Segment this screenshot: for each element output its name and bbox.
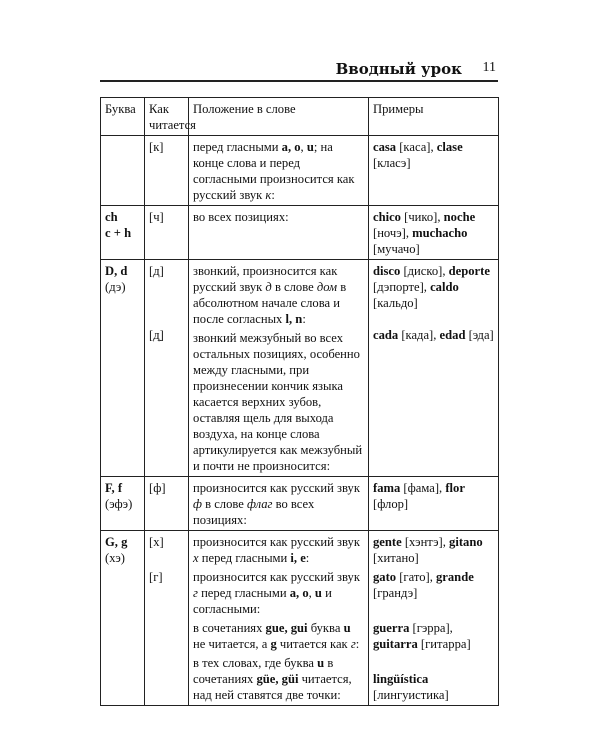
sound-value: [ч] <box>149 210 164 224</box>
letter-sub: c + h <box>105 226 132 240</box>
sound-cell <box>145 206 189 260</box>
letter-cell <box>101 206 145 260</box>
examples-cell <box>369 136 499 206</box>
letter-sub: (хэ) <box>105 551 125 565</box>
position-text: произносится как русский звук ф в слове флаг во всех позициях: <box>193 481 360 527</box>
page-number: 11 <box>482 60 496 75</box>
example-text: cada [када], edad [эда] <box>373 328 494 342</box>
page-header <box>100 58 498 82</box>
examples-cell <box>369 260 499 477</box>
letter-sub: (эфэ) <box>105 497 133 511</box>
examples-cell <box>369 531 499 706</box>
position-text: в сочетаниях gue, gui буква u не читается, а g читается как г: <box>193 621 360 651</box>
sound-cell <box>145 260 189 477</box>
column-header-letter: Буква <box>101 98 145 136</box>
position-text: звонкий, произносится как русский звук д в слове дом в абсолютном начале слова и после согласных l, n: <box>193 264 347 326</box>
sound-value: [к] <box>149 140 164 154</box>
table-row <box>101 260 499 477</box>
examples-cell <box>369 477 499 531</box>
letter-name: G, g <box>105 535 128 549</box>
position-text: произносится как русский звук г перед гласными a, o, u и согласными: <box>193 570 360 616</box>
table-row <box>101 206 499 260</box>
table-row <box>101 531 499 706</box>
sound-cell <box>145 136 189 206</box>
position-cell <box>189 206 369 260</box>
position-text: в тех словах, где буква u в сочетаниях güe, güi читается, над ней ставятся две точки: <box>193 656 352 702</box>
letter-cell <box>101 477 145 531</box>
pronunciation-table <box>100 97 499 706</box>
position-text: звонкий межзубный во всех остальных позициях, особенно между гласными, при произнесении кончик языка касается верхних зубов, оставляя щель для выхода воздуха, на конце слова артикулируется как межзубный и почти не произносится: <box>193 331 363 473</box>
example-text: fama [фама], flor [флор] <box>373 481 465 511</box>
example-text: lingüística [лингуистика] <box>373 672 449 702</box>
example-text: casa [каса], clase [класэ] <box>373 140 463 170</box>
position-text: перед гласными a, o, u; на конце слова и перед согласными произносится как русский звук к: <box>193 140 355 202</box>
column-header-examples: Примеры <box>369 98 499 136</box>
section-title: Вводный урок <box>335 60 462 78</box>
sound-value: [д̱] <box>149 328 164 342</box>
position-cell <box>189 260 369 477</box>
letter-name: D, d <box>105 264 128 278</box>
sound-cell <box>145 531 189 706</box>
table-header-row <box>101 98 499 136</box>
example-text: disco [диско], deporte [дэпорте], caldo [кальдо] <box>373 264 490 310</box>
sound-value: [ф] <box>149 481 166 495</box>
examples-cell <box>369 206 499 260</box>
sound-value: [г] <box>149 570 163 584</box>
sound-value: [д] <box>149 264 164 278</box>
letter-sub: (дэ) <box>105 280 126 294</box>
letter-cell <box>101 136 145 206</box>
position-text: во всех позициях: <box>193 210 289 224</box>
example-text: gato [гато], grande [грандэ] <box>373 570 474 600</box>
table-row <box>101 477 499 531</box>
position-cell <box>189 531 369 706</box>
sound-cell <box>145 477 189 531</box>
sound-value: [х] <box>149 535 164 549</box>
table-row <box>101 136 499 206</box>
position-text: произносится как русский звук х перед гласными i, e: <box>193 535 360 565</box>
letter-cell <box>101 531 145 706</box>
letter-name: F, f <box>105 481 123 495</box>
example-text: chico [чико], noche [ночэ], muchacho [мучачо] <box>373 210 476 256</box>
column-header-sound: Как читается <box>145 98 189 136</box>
column-header-position: Положение в слове <box>189 98 369 136</box>
example-text: guerra [гэрра], guitarra [гитарра] <box>373 621 471 651</box>
letter-name: ch <box>105 210 118 224</box>
position-cell <box>189 136 369 206</box>
example-text: gente [хэнтэ], gitano [хитано] <box>373 535 483 565</box>
position-cell <box>189 477 369 531</box>
letter-cell <box>101 260 145 477</box>
